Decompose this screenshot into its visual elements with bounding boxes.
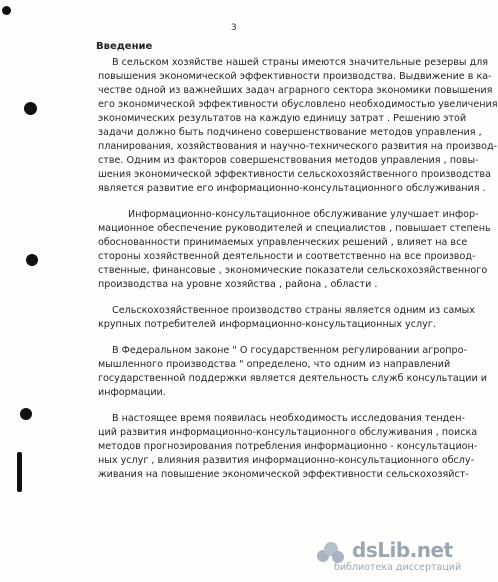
page-number: 3 (231, 23, 237, 33)
text-line: обоснованности принимаемых управленческих решений , влияет на все (98, 237, 468, 248)
text-line: стве. Одним из факторов совершенствования методов управления , повы- (98, 155, 479, 166)
text-line: методов прогнозирования потребления информационно - консультацион- (98, 441, 478, 452)
binder-hole-mark (20, 408, 32, 420)
text-line: повышения экономической эффективности производства. Выдвижение в ка- (98, 71, 492, 82)
text-line: крупных потребителей информационно-консультационных услуг. (98, 319, 436, 330)
text-line: ных услуг , влияния развития информационно-консультационного обслу- (98, 455, 475, 466)
text-line: мышленного производства " определено, что одним из направлений (98, 359, 451, 370)
text-line: Сельскохозяйственное производство страны является одним из самых (112, 305, 475, 316)
text-line: ций развития информационно-консультационного обслуживания , поиска (98, 427, 478, 438)
text-line: стороны хозяйственной деятельности и соответственно на все производ- (98, 251, 476, 262)
text-line: планирования, хозяйствования и научно-технического развития на производ- (98, 141, 498, 152)
text-line: задачи должно быть подчинено совершенствование методов управления , (98, 127, 482, 138)
text-line: информации. (98, 387, 166, 398)
text-line: экономических результатов на каждую единицу затрат . Решению этой (98, 113, 467, 124)
text-line: производства на уровне хозяйства , района , области . (98, 279, 378, 290)
dslib-watermark (312, 538, 462, 576)
text-line: Информационно-консультационное обслуживание улучшает инфор- (128, 209, 479, 220)
scan-mark (2, 6, 11, 15)
text-line: живания на повышение экономической эффективности сельскохозяйст- (98, 469, 469, 480)
text-line: честве одной из важнейших задач аграрного сектора экономики повышения (98, 85, 493, 96)
binder-hole-mark (26, 254, 38, 266)
text-line: его экономической эффективности обусловлено необходимостью увеличения (98, 99, 498, 110)
binder-hole-mark (24, 102, 37, 115)
text-line: государственной поддержки является деятельность служб консультации и (98, 373, 488, 384)
text-line: является развитие его информационно-консультационного обслуживания . (98, 183, 486, 194)
text-line: ственные, финансовые , экономические показатели сельскохозяйственного (98, 265, 488, 276)
watermark-subtitle: библиотека диссертаций (334, 562, 462, 573)
text-line: мационное обеспечение руководителей и специалистов , повышает степень (98, 223, 491, 234)
text-line: В настоящее время появилась необходимость исследования тенден- (112, 413, 465, 424)
text-line: шения экономической эффективности сельскохозяйственного производства (98, 169, 491, 180)
section-heading: Введение (96, 41, 153, 52)
scan-edge-mark (17, 452, 22, 492)
text-line: В Федеральном законе " О государственном регулировании агропро- (112, 345, 467, 356)
text-line: В сельском хозяйстве нашей страны имеются значительные резервы для (112, 57, 489, 68)
watermark-name: dsLib.net (352, 538, 453, 562)
